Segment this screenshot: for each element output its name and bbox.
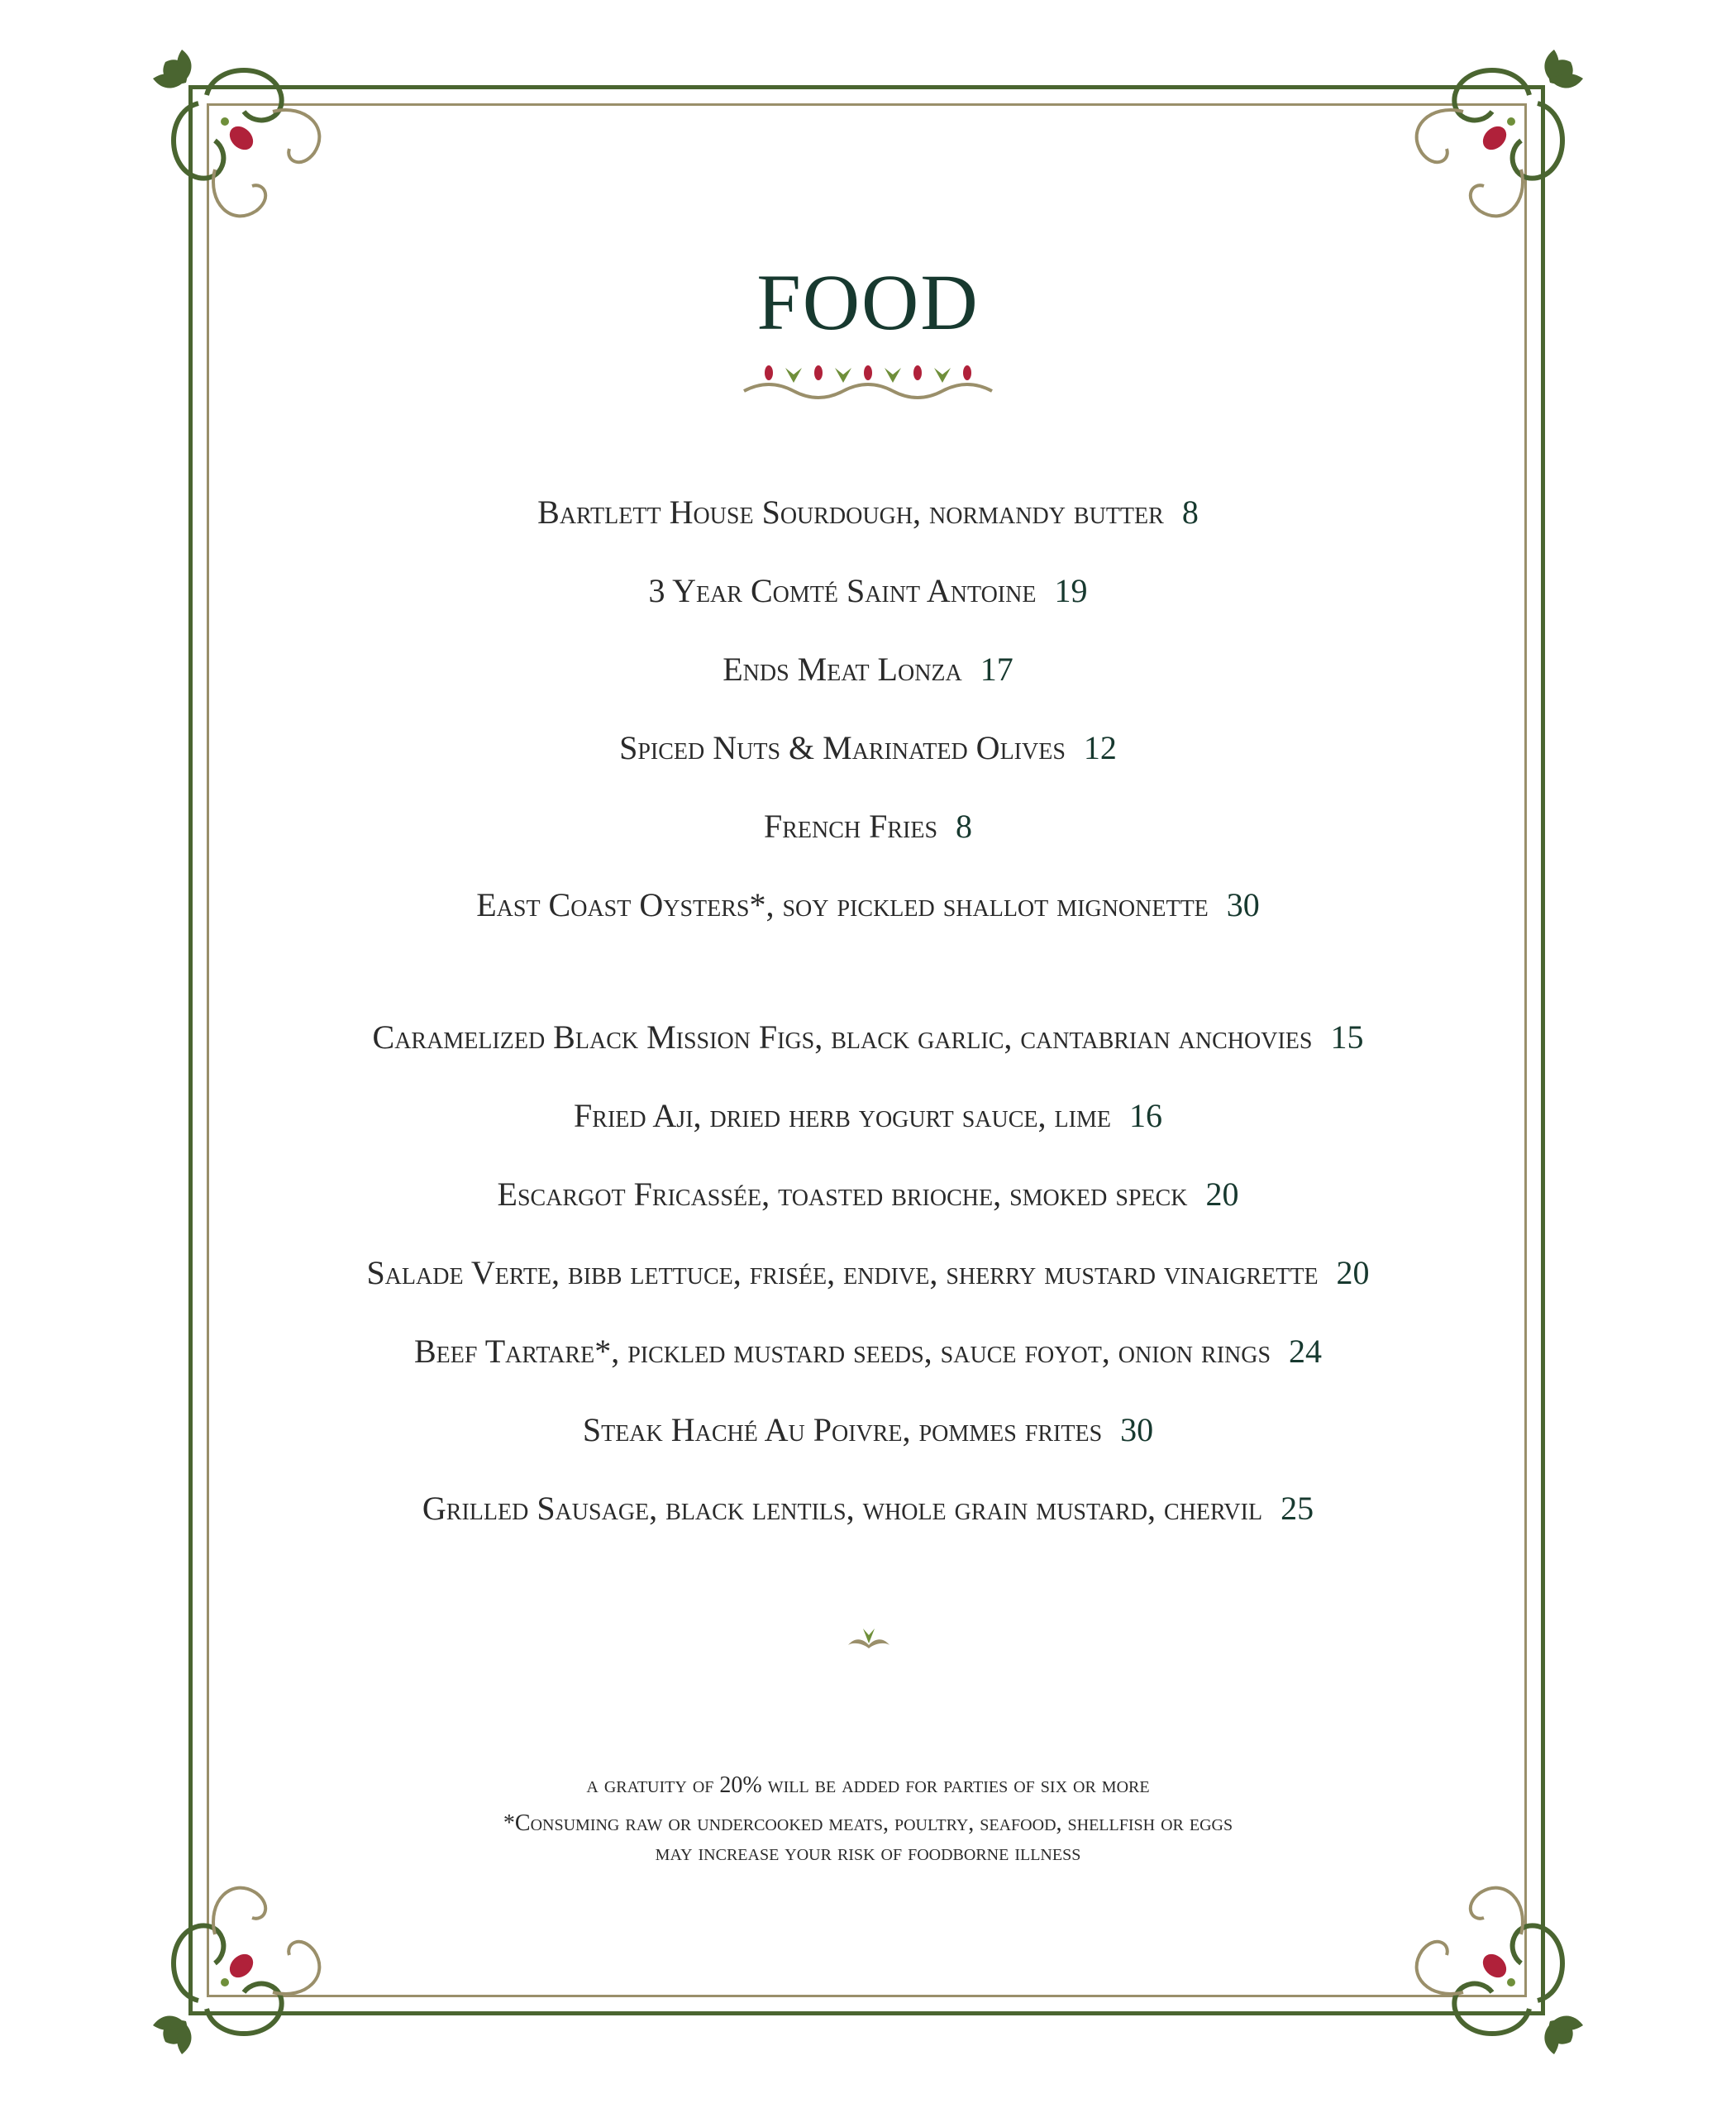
menu-items-list — [0, 488, 1736, 1562]
menu-item: 3 Year Comté Saint Antoine 19 — [648, 572, 1088, 609]
floral-corner-ornament-icon — [149, 1843, 364, 2058]
menu-item: Fried Aji, dried herb yogurt sauce, lime 16 — [574, 1097, 1162, 1134]
menu-item-price: 25 — [1281, 1490, 1314, 1527]
floral-corner-ornament-icon — [149, 45, 364, 260]
menu-item-price: 24 — [1289, 1333, 1323, 1370]
menu-item: Ends Meat Lonza 17 — [723, 651, 1013, 688]
menu-item-price: 12 — [1083, 729, 1117, 766]
floral-corner-ornament-icon — [1372, 1843, 1587, 2058]
menu-item: Spiced Nuts & Marinated Olives 12 — [619, 729, 1117, 766]
menu-item: East Coast Oysters*, soy pickled shallot mignonette 30 — [476, 886, 1260, 923]
page-title: FOOD — [756, 258, 980, 346]
health-warning-line-1: *Consuming raw or undercooked meats, poultry, seafood, shellfish or eggs — [503, 1810, 1233, 1836]
menu-item: Beef Tartare*, pickled mustard seeds, sauce foyot, onion rings 24 — [413, 1333, 1323, 1370]
menu-item: Salade Verte, bibb lettuce, frisée, endive, sherry mustard vinaigrette 20 — [366, 1254, 1370, 1291]
menu-item: Steak Haché Au Poivre, pommes frites 30 — [582, 1411, 1154, 1448]
menu-item: French Fries 8 — [763, 808, 973, 845]
menu-item-price: 30 — [1120, 1411, 1154, 1448]
floral-corner-ornament-icon — [1372, 45, 1587, 260]
menu-item-price: 20 — [1205, 1176, 1239, 1213]
health-warning-line-2: may increase your risk of foodborne illness — [655, 1840, 1081, 1866]
menu-item-price: 8 — [1181, 494, 1199, 531]
menu-item-price: 19 — [1054, 572, 1088, 609]
menu-item-price: 16 — [1128, 1097, 1162, 1134]
menu-item: Escargot Fricassée, toasted brioche, smoked speck 20 — [497, 1176, 1239, 1213]
gratuity-note: a gratuity of 20% will be added for parties of six or more — [586, 1772, 1150, 1798]
tulip-border-icon — [736, 360, 1000, 401]
menu-item: Bartlett House Sourdough, normandy butter 8 — [537, 494, 1199, 531]
menu-item-price: 15 — [1330, 1018, 1364, 1056]
section-gap — [0, 959, 1736, 1013]
menu-item-price: 20 — [1336, 1254, 1370, 1291]
menu-item-price: 30 — [1226, 886, 1260, 923]
menu-item-price: 8 — [956, 808, 973, 845]
menu-footer — [0, 1769, 1736, 1868]
menu-item: Grilled Sausage, black lentils, whole grain mustard, chervil 25 — [422, 1490, 1314, 1527]
tulip-icon — [847, 1622, 891, 1652]
menu-item-price: 17 — [980, 651, 1013, 688]
menu-item: Caramelized Black Mission Figs, black garlic, cantabrian anchovies 15 — [372, 1018, 1364, 1056]
